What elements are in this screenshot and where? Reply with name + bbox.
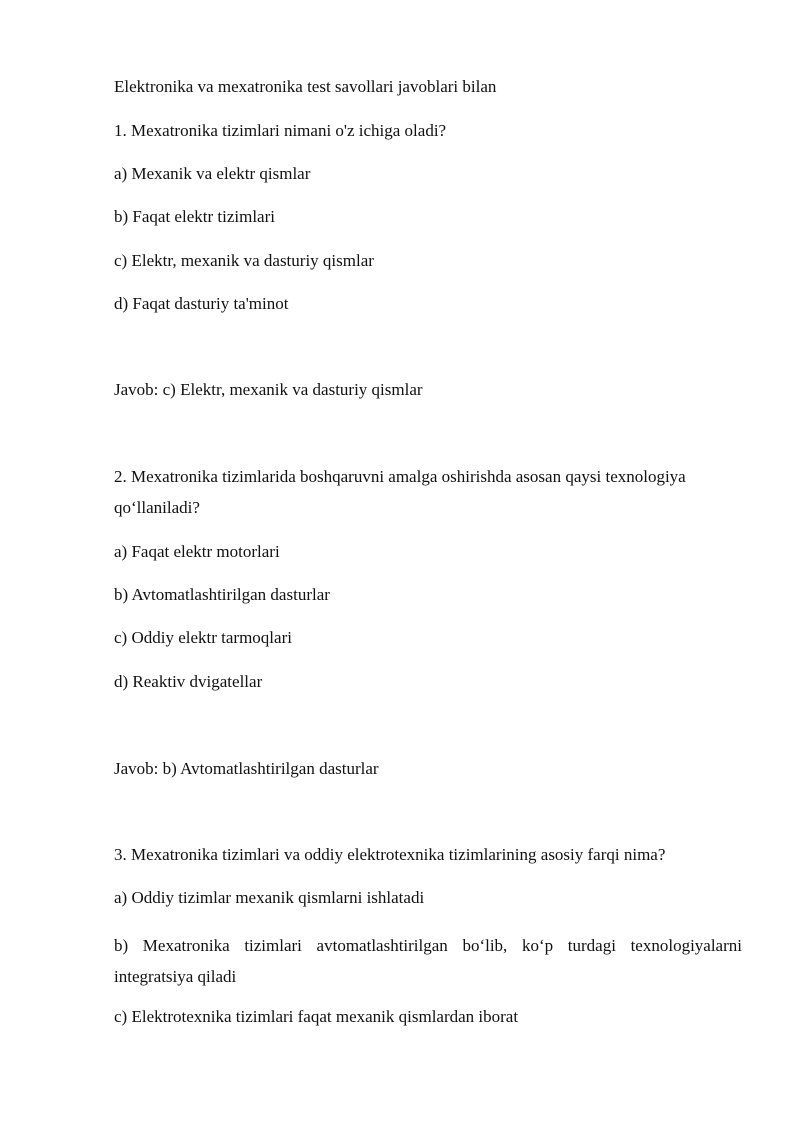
question-3-option-c: c) Elektrotexnika tizimlari faqat mexanik qismlardan iborat [114,1007,519,1026]
question-3-option-a: a) Oddiy tizimlar mexanik qismlarni ishlatadi [114,888,425,907]
question-2-answer: Javob: b) Avtomatlashtirilgan dasturlar [114,759,379,778]
question-2-option-d: d) Reaktiv dvigatellar [114,672,263,691]
question-2-option-b: b) Avtomatlashtirilgan dasturlar [114,585,330,604]
question-2-line-1: 2. Mexatronika tizimlarida boshqaruvni amalga oshirishda asosan qaysi texnologiya [114,467,686,486]
document-title: Elektronika va mexatronika test savollari javoblari bilan [114,77,497,96]
question-2-option-a: a) Faqat elektr motorlari [114,542,280,561]
question-1-option-b: b) Faqat elektr tizimlari [114,207,275,226]
question-2-line-2: qo‘llaniladi? [114,498,200,517]
question-2-option-c: c) Oddiy elektr tarmoqlari [114,628,292,647]
question-1-answer: Javob: c) Elektr, mexanik va dasturiy qismlar [114,380,423,399]
question-1-option-d: d) Faqat dasturiy ta'minot [114,294,289,313]
question-1-option-c: c) Elektr, mexanik va dasturiy qismlar [114,251,374,270]
question-1: 1. Mexatronika tizimlari nimani o'z ichiga oladi? [114,121,447,140]
question-3: 3. Mexatronika tizimlari va oddiy elektrotexnika tizimlarining asosiy farqi nima? [114,845,666,864]
question-3-option-b: b) Mexatronika tizimlari avtomatlashtirilgan bo‘lib, ko‘p turdagi texnologiyalarni integratsiya qiladi [114,936,742,986]
question-1-option-a: a) Mexanik va elektr qismlar [114,164,311,183]
